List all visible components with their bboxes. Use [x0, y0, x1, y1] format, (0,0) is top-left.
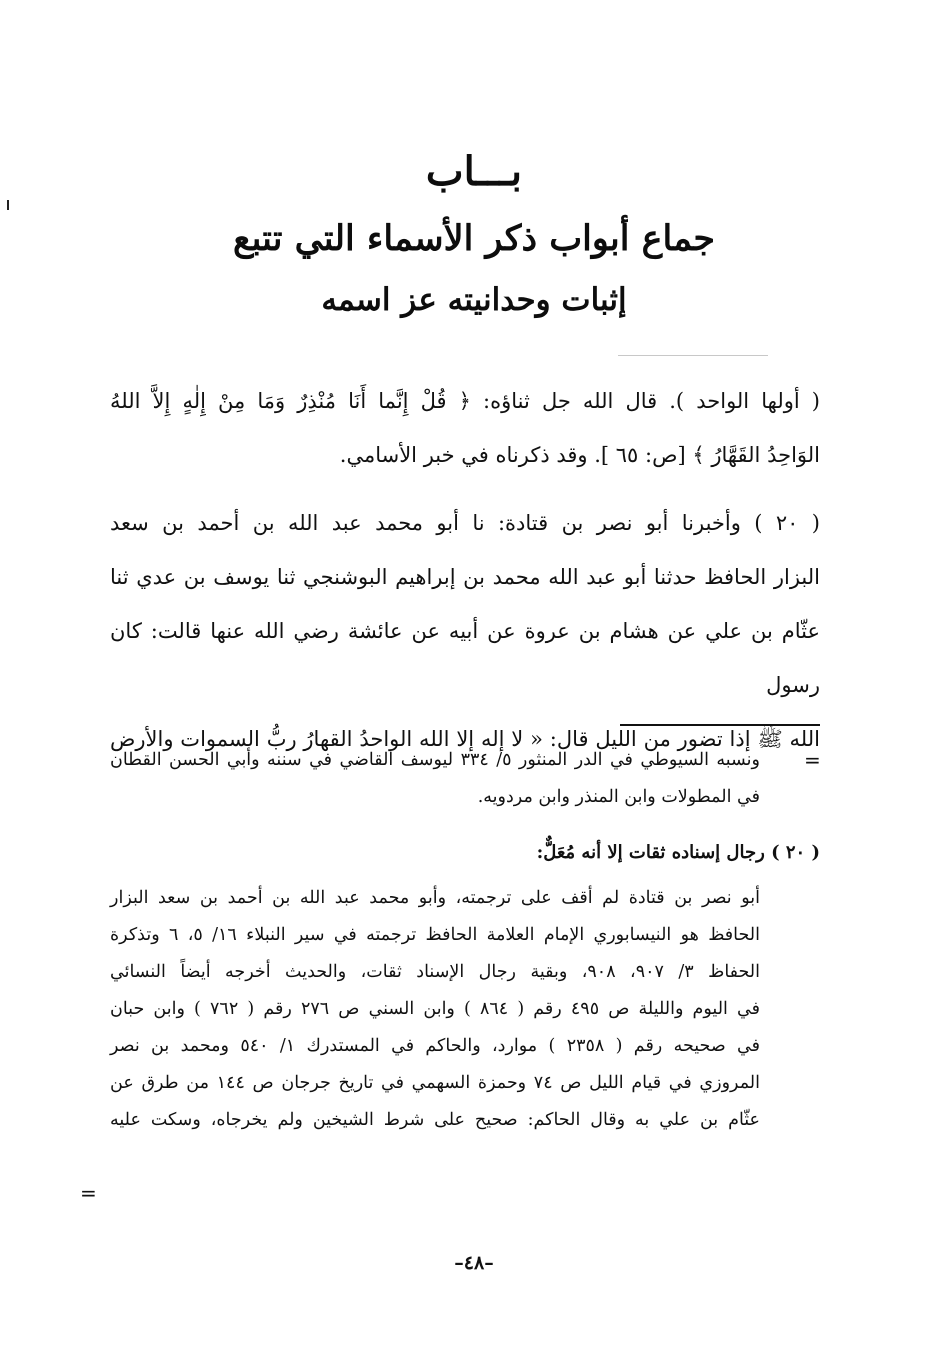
footnote-line: ونسبه السيوطي في الدر المنثور ٥/ ٣٣٤ ليوسف القاضي في سننه وأبي الحسن القطان: [110, 750, 760, 770]
footnote-continued: [110, 742, 760, 816]
footnote-line: الحفاظ ٣/ ٩٠٧، ٩٠٨، وبقية رجال الإسناد ثقات، والحديث أخرجه أيضاً النسائي: [110, 962, 760, 982]
faint-divider: [618, 355, 768, 356]
chapter-subtitle: إثبات وحدانيته عز اسمه: [321, 282, 627, 318]
text-line: الوَاحِدُ القَهَّارُ ﴾ [ص: ٦٥ ]. وقد ذكرناه في خبر الأسامي.: [339, 443, 820, 467]
text-line: عثّام بن علي عن هشام بن عروة عن أبيه عن عائشة رضي الله عنها قالت: كان رسول: [110, 619, 820, 697]
footnote-line: أبو نصر بن قتادة لم أقف على ترجمته، وأبو محمد عبد الله بن أحمد بن سعد البزار: [110, 888, 760, 908]
scan-edge-mark: [7, 200, 9, 210]
footnote-separator: [620, 724, 820, 726]
text-line: البزار الحافظ حدثنا أبو عبد الله محمد بن إبراهيم البوشنجي ثنا يوسف بن عدي ثنا: [110, 565, 820, 589]
chapter-label: بـــاب: [425, 148, 523, 195]
footnote-line: المروزي في قيام الليل ص ٧٤ وحمزة السهمي في تاريخ جرجان ص ١٤٤ من طرق عن: [110, 1073, 761, 1093]
footnote-line: في صحيحه رقم ( ٢٣٥٨ ) موارد، والحاكم في المستدرك ١/ ٥٤٠ ومحمد بن نصر: [110, 1036, 761, 1056]
footnote-continues-mark: =: [80, 1181, 97, 1205]
chapter-title: جماع أبواب ذكر الأسماء التي تتبع: [232, 218, 716, 259]
footnote-line: في اليوم والليلة ص ٤٩٥ رقم ( ٨٦٤ ) وابن السني ص ٢٧٦ رقم ( ٧٦٢ ) وابن حبان: [110, 999, 760, 1019]
footnote-line: عثّام بن علي به وقال الحاكم: صحيح على شرط الشيخين ولم يخرجاه، وسكت عليه: [110, 1110, 760, 1130]
footnote-line: الحافظ هو النيسابوري الإمام العلامة الحافظ ترجمته في سير النبلاء ١٦/ ٥، ٦ وتذكرة: [110, 925, 760, 945]
text-line: ( أولها الواحد ). قال الله جل ثناؤه: ﴿ قُلْ إِنَّما أَنَا مُنْذِرٌ وَمَا مِنْ إِلٰهٍ إِلاَّ اللهُ: [110, 389, 820, 413]
footnote-line: في المطولات وابن المنذر وابن مردويه.: [477, 787, 760, 807]
footnote-continuation-mark: =: [804, 748, 821, 772]
footnote-heading: ( ٢٠ ) رجال إسناده ثقات إلا أنه مُعَلٌّ:: [536, 842, 820, 863]
page-number: –٤٨–: [454, 1252, 494, 1274]
main-paragraph-1: [110, 374, 820, 482]
footnote-body: [110, 880, 760, 1139]
text-line: ( ٢٠ ) وأخبرنا أبو نصر بن قتادة: نا أبو محمد عبد الله بن أحمد بن سعد: [110, 511, 820, 535]
text-line: الله ﷺ إذا تضور من الليل قال: « لا إله إلا الله الواحدُ القهارُ ربُّ السموات والأرض: [110, 727, 820, 751]
